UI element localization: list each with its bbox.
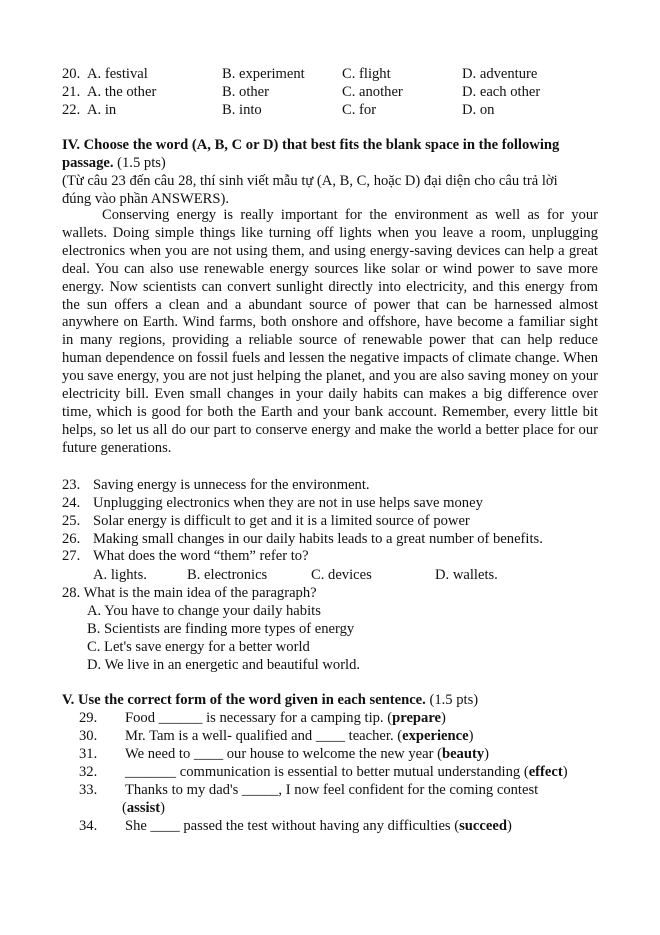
question-row <box>0 512 660 530</box>
item-number: 29. <box>79 710 98 726</box>
instruction-line2: đúng vào phần ANSWERS). <box>62 191 230 207</box>
item-number: 31. <box>79 746 98 762</box>
mc-number: 22. <box>62 102 81 118</box>
mc-question-row <box>0 83 660 101</box>
item-number: 34. <box>79 818 98 834</box>
passage-text: Conserving energy is really important for the environment as well as for your wallets. Doing simple things like turning off lights when you leave a room, unplugging electronics when you are not using them, and using energy-saving devices can help a great deal. You can also use renewable energy sources like solar or wind power to save more energy. Now scientists can convert sunlight directly into electricity, and this energy from the sun offers a clean and a abundant source of power that can be harnessed almost anywhere on Earth. Wind farms, both onshore and offshore, have become a familiar sight in many regions, providing a reliable source of renewable power that can help reduce human dependence on fossil fuels and lessen the negative impacts of climate change. When you save energy, you are not just helping the planet, and you are also saving money on your electricity bill. Even small changes in your daily habits can makes a big difference over time, which is good for both the Earth and your bank account. Remember, every little bit helps, so let us all do our part to conserve energy and make the world a better place for our future generations. <box>62 207 598 456</box>
word-form-item-continued: (assist) <box>122 800 165 816</box>
question-row <box>0 547 660 565</box>
option-d: D. wallets. <box>435 567 498 583</box>
item-text: She ____ passed the test without having any difficulties <box>125 818 451 834</box>
q28-option <box>0 638 660 656</box>
word-form-item: 31. We need to ____ our house to welcome the new year (beauty) <box>79 746 489 762</box>
q28-option <box>0 602 660 620</box>
option-c: C. Let's save energy for a better world <box>87 639 310 655</box>
option-a: A. You have to change your daily habits <box>87 603 321 619</box>
section-4-points: (1.5 pts) <box>113 155 166 171</box>
option-c: C. for <box>342 102 377 118</box>
item-text: Mr. Tam is a well- qualified and ____ teacher. <box>125 728 394 744</box>
question-number: 26. <box>62 531 81 547</box>
word-form-item: 32. _______ communication is essential to better mutual understanding (effect) <box>79 764 568 780</box>
item-text: Thanks to my dad's _____, I now feel confident for the coming contest <box>125 782 539 798</box>
question-text: Saving energy is unnecess for the environment. <box>93 477 370 493</box>
root-word: effect <box>528 764 563 780</box>
word-form-item: 30. Mr. Tam is a well- qualified and ____ teacher. (experience) <box>79 728 474 744</box>
section-5-points: (1.5 pts) <box>425 692 479 708</box>
option-d: D. each other <box>462 84 541 100</box>
mc-question-row <box>0 101 660 119</box>
option-a: A. festival <box>87 66 148 82</box>
mc-question-row <box>0 65 660 83</box>
reading-passage <box>62 207 598 458</box>
root-word: assist <box>126 800 161 816</box>
word-form-item: 29. Food ______ is necessary for a camping tip. (prepare) <box>79 710 446 726</box>
instruction-line1: (Từ câu 23 đến câu 28, thí sinh viết mẫu tự (A, B, C, hoặc D) đại diện cho câu trả lời <box>62 173 558 189</box>
option-a: A. in <box>87 102 117 118</box>
root-word: beauty <box>441 746 485 762</box>
option-b: B. experiment <box>222 66 305 82</box>
option-d: D. We live in an energetic and beautiful world. <box>87 657 361 673</box>
option-a: A. the other <box>87 84 157 100</box>
option-b: B. electronics <box>187 567 268 583</box>
question-row <box>0 476 660 494</box>
section-4-instruction <box>0 190 660 208</box>
mc-number: 21. <box>62 84 81 100</box>
question-row <box>0 494 660 512</box>
q28-option <box>0 620 660 638</box>
section-4-heading <box>0 136 660 154</box>
section-4-title-line1: IV. Choose the word (A, B, C or D) that best fits the blank space in the following <box>62 137 560 153</box>
root-word: succeed <box>459 818 507 834</box>
q27-options <box>0 566 660 584</box>
item-text: Food ______ is necessary for a camping tip. <box>125 710 384 726</box>
option-b: B. Scientists are finding more types of energy <box>87 621 355 637</box>
mc-number: 20. <box>62 66 81 82</box>
section-4-heading-line2 <box>0 154 660 172</box>
item-number: 33. <box>79 782 98 798</box>
option-c: C. flight <box>342 66 391 82</box>
item-text: _______ communication is essential to better mutual understanding <box>125 764 521 780</box>
question-number: 24. <box>62 495 81 511</box>
item-text: We need to ____ our house to welcome the new year <box>125 746 434 762</box>
option-b: B. into <box>222 102 262 118</box>
item-number: 32. <box>79 764 98 780</box>
root-word: prepare <box>392 710 442 726</box>
root-word: experience <box>402 728 469 744</box>
section-4-instruction <box>0 172 660 190</box>
question-number: 27. <box>62 548 81 564</box>
question-row <box>0 530 660 548</box>
option-d: D. adventure <box>462 66 538 82</box>
question-number: 23. <box>62 477 81 493</box>
word-form-item <box>0 781 660 799</box>
question-text: Making small changes in our daily habits leads to a great number of benefits. <box>93 531 543 547</box>
item-number: 30. <box>79 728 98 744</box>
question-text: Unplugging electronics when they are not in use helps save money <box>93 495 483 511</box>
question-text: What does the word “them” refer to? <box>93 548 309 564</box>
question-text: 28. What is the main idea of the paragraph? <box>62 585 317 601</box>
q28-stem <box>0 584 660 602</box>
section-5-title: V. Use the correct form of the word given in each sentence. <box>62 692 426 708</box>
question-text: Solar energy is difficult to get and it is a limited source of power <box>93 513 470 529</box>
option-c: C. another <box>342 84 403 100</box>
option-a: A. lights. <box>93 567 147 583</box>
question-number: 25. <box>62 513 81 529</box>
option-d: D. on <box>462 102 495 118</box>
option-b: B. other <box>222 84 270 100</box>
word-form-item: 34. She ____ passed the test without having any difficulties (succeed) <box>79 818 512 834</box>
q28-option <box>0 656 660 674</box>
option-c: C. devices <box>311 567 372 583</box>
section-4-title-line2: passage. <box>62 155 114 171</box>
section-5-heading <box>0 691 660 709</box>
